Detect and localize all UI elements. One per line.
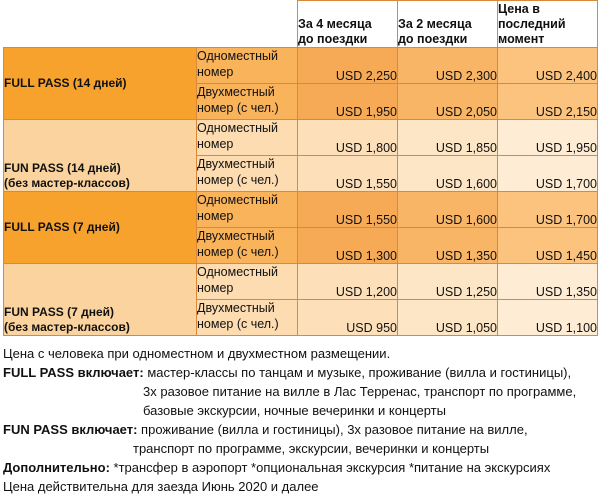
price-cell: USD 1,050	[398, 300, 498, 336]
price-cell: USD 1,550	[298, 156, 398, 192]
note-full-pass	[3, 363, 598, 382]
price-cell: USD 1,250	[398, 264, 498, 300]
room-type: Двухместный номер (с чел.)	[197, 84, 298, 120]
room-type: Одноместный номер	[197, 48, 298, 84]
price-cell: USD 1,600	[398, 156, 498, 192]
price-cell: USD 1,950	[298, 84, 398, 120]
column-header-4-months: За 4 месяца до поездки	[298, 1, 398, 48]
note-full-pass-cont: 3х разовое питание на вилле в Лас Терренас, транспорт по программе,	[143, 384, 577, 399]
price-cell: USD 1,700	[498, 156, 598, 192]
room-type: Двухместный номер (с чел.)	[197, 228, 298, 264]
note-per-person: Цена с человека при одноместном и двухместном размещении.	[3, 346, 391, 361]
pass-label-full-14: FULL PASS (14 дней)	[4, 48, 197, 120]
table-row	[4, 48, 598, 84]
room-type: Двухместный номер (с чел.)	[197, 156, 298, 192]
fun-pass-text: проживание (вилла и гостиницы), 3х разовое питание на вилле,	[137, 422, 528, 437]
price-cell: USD 1,850	[398, 120, 498, 156]
price-cell: USD 2,300	[398, 48, 498, 84]
price-cell: USD 2,050	[398, 84, 498, 120]
price-cell: USD 950	[298, 300, 398, 336]
room-type: Двухместный номер (с чел.)	[197, 300, 298, 336]
corner-blank	[4, 1, 298, 48]
note-extra	[3, 458, 598, 477]
price-cell: USD 1,700	[498, 192, 598, 228]
pass-label-fun-14: FUN PASS (14 дней) (без мастер-классов)	[4, 120, 197, 192]
price-cell: USD 1,100	[498, 300, 598, 336]
pass-label-fun-7: FUN PASS (7 дней) (без мастер-классов)	[4, 264, 197, 336]
room-type: Одноместный номер	[197, 192, 298, 228]
price-cell: USD 1,800	[298, 120, 398, 156]
price-cell: USD 1,350	[398, 228, 498, 264]
price-cell: USD 1,450	[498, 228, 598, 264]
note-fun-pass-cont: транспорт по программе, экскурсии, вечеринки и концерты	[133, 441, 490, 456]
price-cell: USD 2,150	[498, 84, 598, 120]
note-full-pass-cont: базовые экскурсии, ночные вечеринки и концерты	[143, 403, 446, 418]
table-row	[4, 192, 598, 228]
extra-label: Дополнительно:	[3, 460, 110, 475]
price-table	[3, 0, 598, 336]
pass-label-full-7: FULL PASS (7 дней)	[4, 192, 197, 264]
extra-text: *трансфер в аэропорт *опциональная экскурсия *питание на экскурсиях	[109, 460, 551, 475]
price-cell: USD 2,400	[498, 48, 598, 84]
price-cell: USD 1,300	[298, 228, 398, 264]
room-type: Одноместный номер	[197, 264, 298, 300]
room-type: Одноместный номер	[197, 120, 298, 156]
column-header-2-months: За 2 месяца до поездки	[398, 1, 498, 48]
price-cell: USD 1,350	[498, 264, 598, 300]
column-header-last-moment: Цена в последний момент	[498, 1, 598, 48]
note-fun-pass	[3, 420, 598, 439]
price-cell: USD 1,200	[298, 264, 398, 300]
table-row	[4, 264, 598, 300]
fun-pass-label: FUN PASS включает:	[3, 422, 138, 437]
price-cell: USD 1,950	[498, 120, 598, 156]
table-row	[4, 120, 598, 156]
notes-section	[3, 344, 598, 496]
full-pass-text: мастер-классы по танцам и музыке, проживание (вилла и гостиницы),	[143, 365, 572, 380]
full-pass-label: FULL PASS включает:	[3, 365, 144, 380]
price-cell: USD 1,600	[398, 192, 498, 228]
price-cell: USD 2,250	[298, 48, 398, 84]
header-row	[4, 1, 598, 48]
note-validity: Цена действительна для заезда Июнь 2020 и далее	[3, 479, 319, 494]
price-cell: USD 1,550	[298, 192, 398, 228]
